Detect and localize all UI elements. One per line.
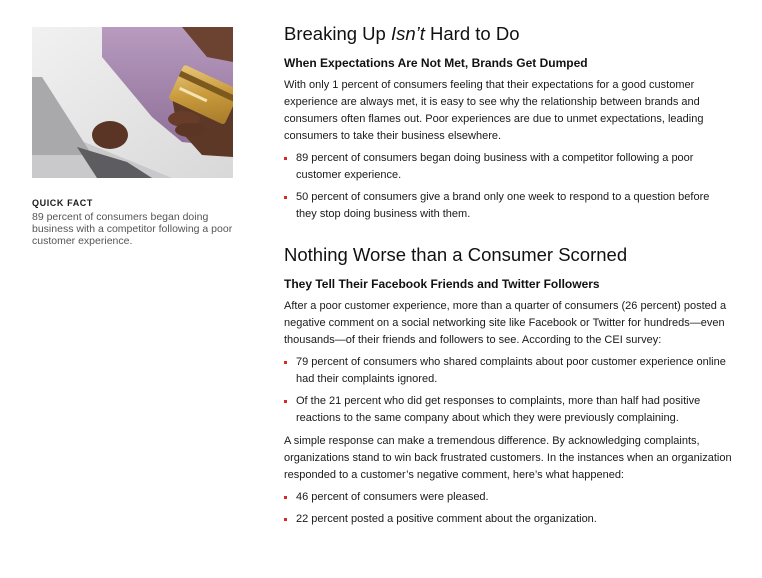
credit-card-photo xyxy=(32,27,233,178)
section1-subtitle: When Expectations Are Not Met, Brands Get Dumped xyxy=(284,56,588,70)
list-item-text: Of the 21 percent who did get responses to complaints, more than half had positive reactions to the same company about which they were previously complaining. xyxy=(296,395,701,424)
list-item xyxy=(284,150,732,184)
photo-illustration xyxy=(32,27,233,178)
bullet-icon xyxy=(284,196,287,199)
list-item-text: 89 percent of consumers began doing business with a competitor following a poor customer experience. xyxy=(296,152,694,181)
list-item xyxy=(284,489,732,506)
section1-title xyxy=(284,22,732,46)
list-item xyxy=(284,354,732,388)
bullet-icon xyxy=(284,361,287,364)
section1-paragraph: With only 1 percent of consumers feeling that their expectations for a good customer experience are always met, it is easy to see why the relationship between brands and consumers often flames out. Poor experiences are due to unmet expectations, leading consumers to take their business elsewhere. xyxy=(284,79,704,142)
section2-subtitle: They Tell Their Facebook Friends and Twitter Followers xyxy=(284,277,600,291)
section2-bullet-list-2 xyxy=(284,489,732,528)
article-body xyxy=(284,22,732,528)
section2 xyxy=(284,243,732,528)
quick-fact-text: 89 percent of consumers began doing business with a competitor following a poor customer experience. xyxy=(32,211,233,247)
quick-fact xyxy=(32,198,242,247)
list-item xyxy=(284,511,732,528)
section1-title-end: Hard to Do xyxy=(424,23,520,44)
list-item xyxy=(284,393,732,427)
section1-title-emphasis: Isn’t xyxy=(390,23,425,44)
list-item xyxy=(284,189,732,223)
section2-paragraph-2: A simple response can make a tremendous difference. By acknowledging complaints, organizations stand to win back frustrated customers. In the instances when an organization responded to a customer’s negative comment, here’s what happened: xyxy=(284,435,732,481)
section1-title-start: Breaking Up xyxy=(284,23,391,44)
bullet-icon xyxy=(284,157,287,160)
bullet-icon xyxy=(284,400,287,403)
list-item-text: 79 percent of consumers who shared complaints about poor customer experience online had their complaints ignored. xyxy=(296,356,726,385)
list-item-text: 46 percent of consumers were pleased. xyxy=(296,491,489,503)
bullet-icon xyxy=(284,496,287,499)
section1-bullet-list xyxy=(284,150,732,223)
bullet-icon xyxy=(284,518,287,521)
section2-bullet-list-1 xyxy=(284,354,732,427)
section2-title: Nothing Worse than a Consumer Scorned xyxy=(284,244,628,265)
list-item-text: 22 percent posted a positive comment about the organization. xyxy=(296,513,597,525)
section2-paragraph-1: After a poor customer experience, more than a quarter of consumers (26 percent) posted a negative comment on a social networking site like Facebook or Twitter for hundreds—even thousands—of their friends and followers to see. According to the CEI survey: xyxy=(284,300,727,346)
list-item-text: 50 percent of consumers give a brand only one week to respond to a question before they stop doing business with them. xyxy=(296,191,710,220)
quick-fact-label: QUICK FACT xyxy=(32,198,93,208)
